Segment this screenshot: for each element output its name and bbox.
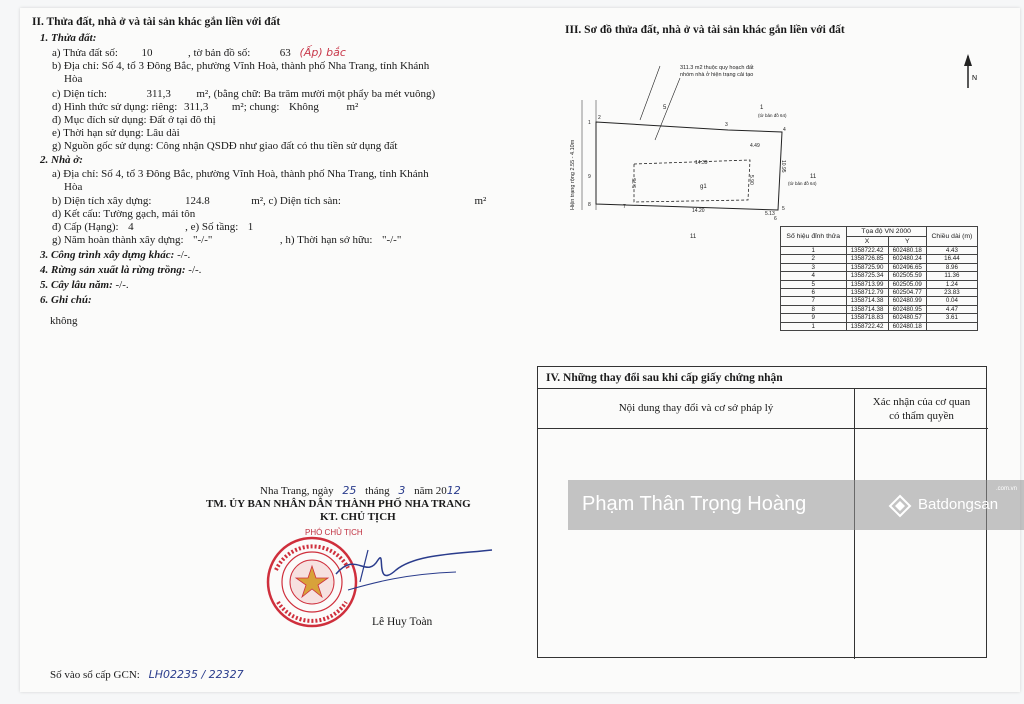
coordinates-table (780, 226, 978, 331)
coord-row (781, 263, 978, 271)
dim-bottom-right: 5.13 (765, 211, 775, 217)
neighbor-top: 1 (760, 105, 764, 111)
house-address-line-2: Hòa (64, 181, 83, 193)
other-works-line (40, 249, 190, 262)
sign-year: 12 (446, 484, 461, 497)
changes-col-content: Nội dung thay đổi và cơ sở pháp lý (538, 389, 854, 429)
coord-cell-l: 8.96 (926, 263, 977, 271)
area-unit-words: m², (bằng chữ: Ba trăm mười một phẩy ba mét vuông) (196, 88, 436, 100)
vertex-label: 9 (588, 174, 591, 180)
usage-common-unit: m² (346, 101, 359, 113)
map-sheet-label: , tờ bản đồ số: (187, 47, 251, 59)
parcel-diagram (560, 60, 820, 240)
coord-cell-x: 1358725.34 (846, 272, 888, 280)
usage-purpose: đ) Mục đích sử dụng: Đất ở tại đô thị (52, 114, 216, 126)
north-arrow-icon (960, 52, 980, 92)
usage-form-line (52, 101, 358, 114)
usage-term: e) Thời hạn sử dụng: Lâu dài (52, 127, 180, 139)
vertex-label: 8 (588, 202, 591, 208)
area-label: c) Diện tích: (52, 88, 107, 100)
usage-origin: g) Nguồn gốc sử dụng: Công nhận QSDĐ như giao đất có thu tiền sử dụng đất (52, 140, 398, 152)
col-length-header: Chiều dài (m) (926, 227, 977, 247)
coord-cell-y: 602480.18 (888, 247, 926, 255)
coord-cell-x: 1358725.90 (846, 263, 888, 271)
coord-cell-y: 602505.09 (888, 280, 926, 288)
coord-cell-p: 1 (781, 247, 847, 255)
map-sheet-number: 63 (279, 47, 291, 59)
notes-value: không (50, 315, 78, 327)
dim-top: 4.49 (750, 143, 760, 149)
coord-cell-p: 7 (781, 297, 847, 305)
coord-cell-y: 602480.24 (888, 255, 926, 263)
coord-cell-l: 4.47 (926, 305, 977, 313)
perennial-line (40, 279, 129, 292)
land-address-line-2: Hòa (64, 73, 83, 85)
watermark-name: Phạm Thân Trọng Hoàng (582, 493, 807, 515)
usage-private-value: 311,3 (184, 101, 209, 113)
vice-chairman-stamp: PHÓ CHỦ TỊCH (305, 528, 363, 537)
coord-cell-p: 4 (781, 272, 847, 280)
coord-cell-l (926, 322, 977, 330)
coord-cell-l: 23.83 (926, 289, 977, 297)
coord-cell-x: 1358714.38 (846, 305, 888, 313)
coord-cell-p: 3 (781, 263, 847, 271)
coord-row (781, 322, 978, 330)
coord-cell-p: 8 (781, 305, 847, 313)
coord-cell-x: 1358726.85 (846, 255, 888, 263)
dim-left: 5.75 (632, 178, 638, 188)
usage-form-label: d) Hình thức sử dụng: riêng: (52, 101, 178, 113)
land-address-line-1: b) Địa chỉ: Số 4, tổ 3 Đông Bắc, phường Vĩnh Hoà, thành phố Nha Trang, tỉnh Khánh (52, 60, 430, 72)
vertex-label: 4 (783, 127, 786, 133)
coord-cell-y: 602480.18 (888, 322, 926, 330)
coord-cell-p: 9 (781, 314, 847, 322)
completion-value: "-/-" (193, 234, 213, 246)
floors-value: 1 (247, 221, 254, 233)
sign-month: 3 (398, 484, 406, 497)
watermark-banner (568, 480, 1024, 530)
north-label: N (972, 75, 978, 82)
coord-cell-x: 1358712.79 (846, 289, 888, 297)
sign-year-label: năm 20 (414, 485, 447, 497)
coord-row (781, 280, 978, 288)
certificate-page (20, 8, 1020, 692)
coord-cell-x: 1358714.38 (846, 297, 888, 305)
watermark-brand-domain: .com.vn (996, 486, 1018, 492)
sign-month-label: tháng (365, 485, 390, 497)
coord-row (781, 272, 978, 280)
signer-name: Lê Huy Toàn (372, 616, 433, 628)
col-system-header: Tọa độ VN 2000 (846, 227, 926, 237)
completion-label: g) Năm hoàn thành xây dựng: (52, 234, 184, 246)
section-4-title: IV. Những thay đổi sau khi cấp giấy chứng nhận (538, 367, 986, 389)
coord-cell-y: 602504.77 (888, 289, 926, 297)
coord-cell-x: 1358713.99 (846, 280, 888, 288)
usage-private-unit: m²; chung: (231, 101, 280, 113)
usage-common-value: Không (288, 101, 319, 113)
coord-row (781, 297, 978, 305)
col-y-header: Y (888, 237, 926, 247)
kt-chairman: KT. CHỦ TỊCH (320, 511, 396, 523)
handwritten-note: (Ấp) bắc (299, 46, 346, 59)
coordinates-body (781, 247, 978, 331)
sign-day: 25 (342, 484, 357, 497)
coord-cell-x: 1358722.42 (846, 322, 888, 330)
land-heading: 1. Thửa đất: (40, 32, 97, 44)
col-point-header: Số hiệu đỉnh thửa (781, 227, 847, 247)
register-number: LH02235 / 22327 (148, 668, 244, 681)
dim-bottom: 14.20 (692, 208, 705, 214)
neighbor-right: 11 (810, 174, 817, 180)
parcel-code: g1 (700, 184, 707, 190)
forest-label: 4. Rừng sản xuất là rừng trồng: (40, 264, 186, 276)
coord-cell-l: 4.43 (926, 247, 977, 255)
coord-cell-p: 5 (781, 280, 847, 288)
plan-note-2: nhóm nhà ở hiện trạng cải tạo (680, 72, 754, 78)
house-heading: 2. Nhà ở: (40, 154, 83, 166)
ownership-term-value: "-/-" (381, 234, 402, 246)
approval-header-line-2: có thẩm quyền (889, 410, 954, 422)
structure: d) Kết cấu: Tường gạch, mái tôn (52, 208, 196, 220)
coord-cell-y: 602496.65 (888, 263, 926, 271)
coord-row (781, 289, 978, 297)
house-footprint (634, 160, 750, 202)
notes-label: 6. Ghi chú: (40, 294, 92, 306)
area-line (52, 88, 435, 101)
build-area-label: b) Diện tích xây dựng: (52, 195, 152, 207)
note-leader-line (655, 78, 680, 140)
plan-note-1: 311.3 m2 thuộc quy hoạch đất (680, 65, 754, 71)
dim-house-width: 14.39 (695, 160, 708, 166)
neighbor-bottom: 11 (690, 234, 697, 240)
parcel-number: 10 (141, 47, 153, 59)
parcel-line (52, 46, 346, 60)
signature-scribble (336, 550, 492, 590)
dim-house-height: 5.90 (748, 175, 754, 185)
house-address-line-1: a) Địa chỉ: Số 4, tổ 3 Đông Bắc, phường Vĩnh Hoà, thành phố Nha Trang, tỉnh Khánh (52, 168, 429, 180)
neighbor-right-sheet: (tờ bản đồ 64) (788, 181, 817, 186)
coord-row (781, 247, 978, 255)
floors-label: , e) Số tầng: (185, 221, 239, 233)
coord-cell-l: 3.61 (926, 314, 977, 322)
col-x-header: X (846, 237, 888, 247)
coord-cell-y: 602480.95 (888, 305, 926, 313)
issuing-org: TM. ỦY BAN NHÂN DÂN THÀNH PHỐ NHA TRANG (206, 498, 471, 510)
completion-line (52, 234, 401, 247)
batdongsan-logo-icon (888, 494, 912, 518)
coord-cell-y: 602505.59 (888, 272, 926, 280)
parcel-boundary (596, 122, 782, 210)
dim-right: 10.95 (780, 160, 786, 173)
watermark-brand: Batdongsan (918, 496, 999, 513)
vertex-label: 1 (588, 120, 591, 126)
coord-cell-x: 1358718.83 (846, 314, 888, 322)
coord-cell-l: 1.24 (926, 280, 977, 288)
coord-cell-l: 16.44 (926, 255, 977, 263)
parcel-label: a) Thửa đất số: (52, 47, 118, 59)
neighbor-top-sheet: (tờ bản đồ 64) (758, 113, 787, 118)
floor-area-unit: m² (474, 195, 487, 207)
forest-value: -/-. (188, 264, 202, 276)
approval-header-line-1: Xác nhận của cơ quan (872, 396, 971, 408)
grade-value: 4 (128, 221, 134, 233)
register-line (50, 668, 244, 682)
coord-cell-x: 1358722.42 (846, 247, 888, 255)
neighbor-left: 5 (663, 105, 667, 111)
coord-row (781, 314, 978, 322)
forest-line (40, 264, 201, 277)
vertex-label: 2 (598, 115, 601, 121)
sign-date-line (260, 484, 461, 498)
coord-cell-y: 602480.57 (888, 314, 926, 322)
area-value: 311,3 (146, 88, 171, 100)
coord-row (781, 255, 978, 263)
coord-cell-y: 602480.99 (888, 297, 926, 305)
section-2-title: II. Thửa đất, nhà ở và tài sản khác gắn liền với đất (32, 16, 281, 28)
perennial-value: -/-. (115, 279, 129, 291)
other-works-label: 3. Công trình xây dựng khác: (40, 249, 175, 261)
grade-line (52, 221, 253, 234)
coord-cell-p: 1 (781, 322, 847, 330)
other-works-value: -/-. (177, 249, 191, 261)
vertex-label: 5 (782, 206, 785, 212)
coord-cell-p: 6 (781, 289, 847, 297)
coord-cell-p: 2 (781, 255, 847, 263)
vertex-label: 6 (774, 216, 777, 222)
build-area-value: 124.8 (184, 195, 210, 207)
coord-row (781, 305, 978, 313)
coord-cell-l: 0.04 (926, 297, 977, 305)
vertex-label: 3 (725, 122, 728, 128)
floor-area-label: m², c) Diện tích sàn: (251, 195, 341, 207)
ownership-term-label: , h) Thời hạn sở hữu: (279, 234, 373, 246)
register-label: Số vào sổ cấp GCN: (50, 669, 140, 681)
road-label: Hiện trạng rộng 2.55 - 4.10m (570, 139, 576, 210)
sign-place: Nha Trang, ngày (260, 485, 334, 497)
changes-col-approval (855, 389, 988, 429)
section-3-title: III. Sơ đồ thửa đất, nhà ở và tài sản khác gắn liền với đất (565, 24, 845, 36)
perennial-label: 5. Cây lâu năm: (40, 279, 113, 291)
coord-cell-l: 11.36 (926, 272, 977, 280)
vertex-label: 7 (623, 204, 626, 210)
red-seal (268, 538, 356, 626)
grade-label: đ) Cấp (Hạng): (52, 221, 119, 233)
build-area-line (52, 195, 486, 208)
